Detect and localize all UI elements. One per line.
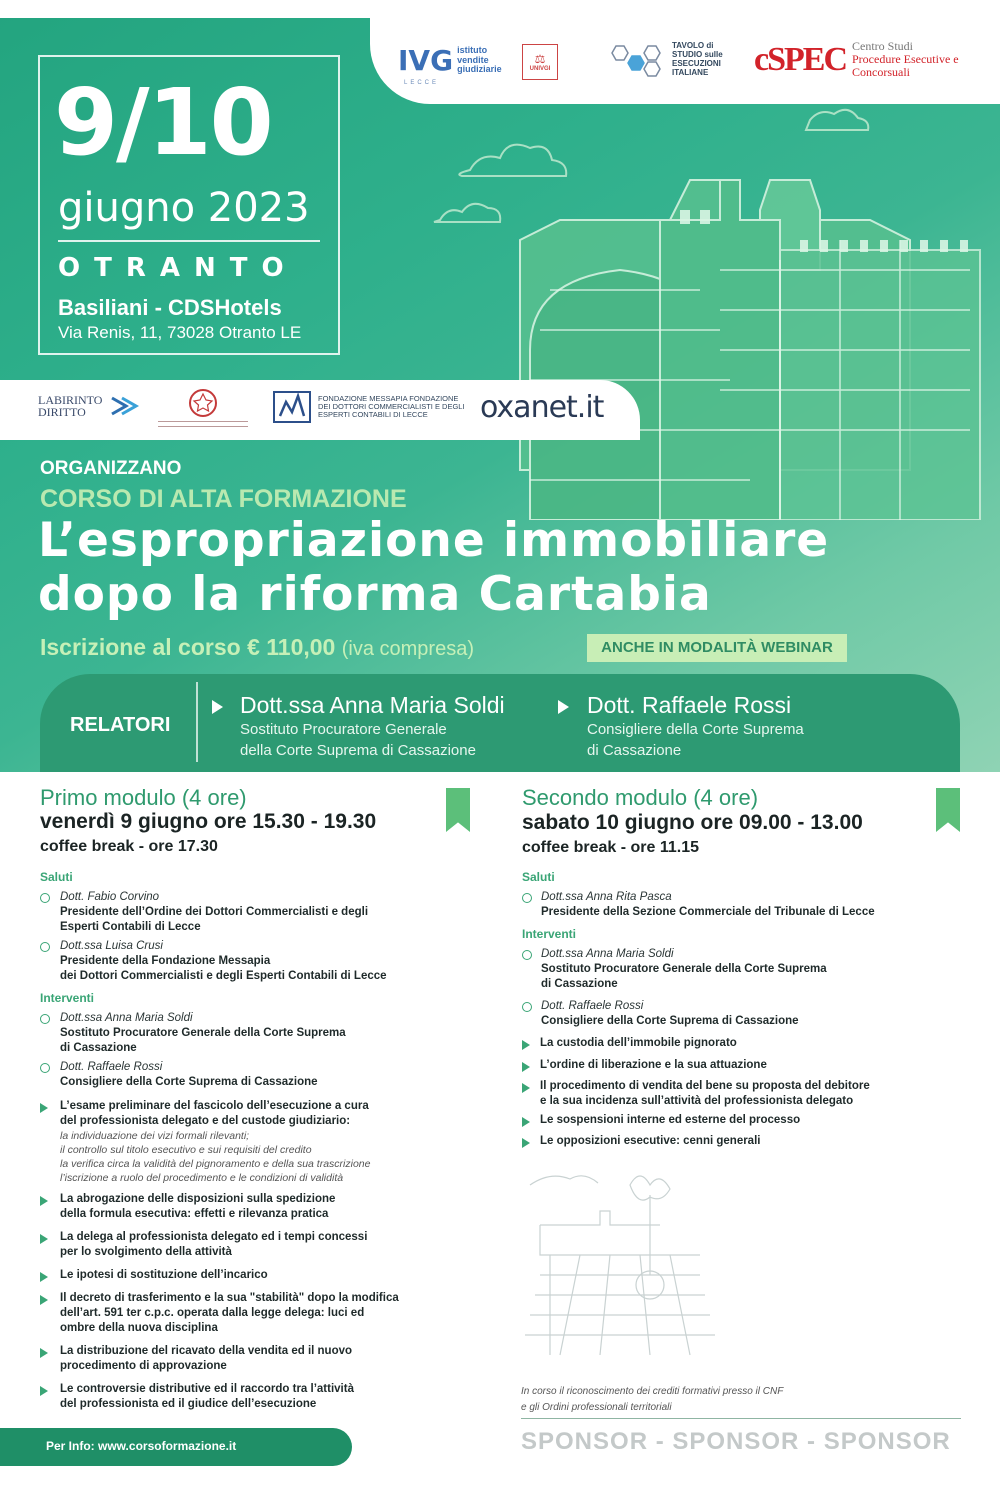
info-link[interactable]: Per Info: www.corsoformazione.it: [46, 1439, 237, 1453]
m1-topic-6-l2: procedimento di approvazione: [60, 1360, 227, 1372]
labirinto-text: LABIRINTO DIRITTO: [38, 393, 103, 419]
module2-title: Secondo modulo (4 ore): [522, 785, 759, 810]
m1-saluto-1-role: Presidente dell’Ordine dei Dottori Commercialisti e degli: [60, 906, 369, 918]
module1-when: venerdì 9 giugno ore 15.30 - 19.30: [40, 810, 377, 833]
m2-intervento-2-role: Consigliere della Corte Suprema di Cassazione: [541, 1015, 799, 1027]
relatori-divider: [196, 682, 198, 762]
m2-intervento-2-name: Dott. Raffaele Rossi: [541, 1000, 644, 1012]
m1-topic-6: [60, 1344, 352, 1374]
m1-saluto-1: [60, 890, 368, 935]
m1-sub-3: la verifica circa la validità del pignoramento e della sua trascrizione: [60, 1158, 371, 1170]
m1-intervento-1-name: Dott.ssa Anna Maria Soldi: [60, 1012, 193, 1024]
speaker-1: [240, 692, 505, 761]
m2-saluto-1: [541, 890, 875, 920]
m1-intervento-1-role2: di Cassazione: [60, 1042, 137, 1054]
sponsor-text: SPONSOR - SPONSOR - SPONSOR: [521, 1428, 951, 1455]
tavolo-logo: [606, 42, 724, 78]
m1-saluto-1-name: Dott. Fabio Corvino: [60, 891, 160, 903]
univgi-text: UNIVGI: [529, 66, 551, 72]
m1-topic-3-l2: per lo svolgimento della attività: [60, 1246, 232, 1258]
credits-line1: In corso il riconoscimento dei crediti formativi presso il CNF: [521, 1386, 784, 1397]
oxanet-logo: [480, 390, 603, 425]
speaker-1-role2: della Corte Suprema di Cassazione: [240, 742, 476, 759]
m1-topic-6-l1: La distribuzione del ricavato della vendita ed il nuovo: [60, 1345, 353, 1357]
event-venue: Basiliani - CDSHotels: [58, 295, 282, 320]
m1-topic-2-l1: La abrogazione delle disposizioni sulla spedizione: [60, 1193, 336, 1205]
circle-bullet-icon: [40, 942, 50, 952]
circle-bullet-icon: [522, 950, 532, 960]
m1-saluto-1-role2: Esperti Contabili di Lecce: [60, 921, 201, 933]
m1-topic-4-l1: Le ipotesi di sostituzione dell’incarico: [60, 1269, 268, 1281]
m2-saluto-1-role: Presidente della Sezione Commerciale del Tribunale di Lecce: [541, 906, 875, 918]
triangle-bullet-icon: [522, 1083, 530, 1093]
m1-saluto-2-role2: dei Dottori Commercialisti e degli Esperti Contabili di Lecce: [60, 970, 387, 982]
m2-topic-3-l1: Il procedimento di vendita del bene su proposta del debitore: [540, 1080, 870, 1092]
date-location-box: [38, 55, 340, 355]
m1-topic-7-l1: Le controversie distributive ed il raccordo tra l’attività: [60, 1383, 354, 1395]
event-address: Via Renis, 11, 73028 Otranto LE: [58, 323, 302, 342]
triangle-bullet-icon: [522, 1040, 530, 1050]
cespec-text1: Centro Studi: [852, 39, 914, 53]
module1-ribbon: [446, 788, 470, 832]
m1-intervento-2: [60, 1060, 318, 1090]
m1-sub-2: il controllo sul titolo esecutivo e sui requisiti del credito: [60, 1144, 312, 1156]
m2-intervento-1-role2: di Cassazione: [541, 978, 618, 990]
module2-ribbon: [936, 788, 960, 832]
univgi-logo: [522, 44, 558, 80]
castle-illustration: [380, 90, 1000, 520]
tavolo-text: TAVOLO di STUDIO sulle ESECUZIONI ITALIANE: [672, 41, 723, 77]
cespec-logo: [754, 40, 959, 79]
m2-topic-2: L’ordine di liberazione e la sua attuazione: [540, 1059, 767, 1071]
m2-topic-3-l2: e la sua incidenza sull’attività del professionista delegato: [540, 1095, 854, 1107]
m1-topic-5-l1: Il decreto di trasferimento e la sua "stabilità" dopo la modifica: [60, 1292, 399, 1304]
top-white-strip: [0, 0, 1000, 18]
footer-divider: [521, 1418, 961, 1419]
speaker-2-name: Dott. Raffaele Rossi: [587, 692, 792, 718]
oxanet-text: oxanet.it: [480, 390, 604, 425]
fondazione-text: FONDAZIONE MESSAPIA FONDAZIONE DEI DOTTORI COMMERCIALISTI E DEGLI ESPERTI CONTABILI DI LECCE: [318, 393, 465, 420]
triangle-bullet-icon: [40, 1295, 48, 1305]
m1-topic-1-l2: del professionista delegato e del custode giudiziario:: [60, 1115, 351, 1127]
info-band: [0, 1428, 352, 1466]
m1-topic-5-l2: dell’art. 591 ter c.p.c. operata dalla legge delega: luci ed: [60, 1307, 365, 1319]
m2-topic-5: Le opposizioni esecutive: cenni generali: [540, 1135, 761, 1147]
m1-topic-4: [60, 1268, 268, 1283]
triangle-bullet-icon: [40, 1272, 48, 1282]
m1-saluto-2-role: Presidente della Fondazione Messapia: [60, 955, 271, 967]
triangle-bullet-icon: [40, 1103, 48, 1113]
m2-intervento-1-name: Dott.ssa Anna Maria Soldi: [541, 948, 674, 960]
circle-bullet-icon: [522, 1002, 532, 1012]
module2-interventi-label: Interventi: [522, 927, 577, 941]
cespec-text3: Concorsuali: [852, 65, 910, 79]
speaker-1-role1: Sostituto Procuratore Generale: [240, 721, 447, 738]
speaker-2: [587, 692, 804, 761]
m1-intervento-2-role: Consigliere della Corte Suprema di Cassazione: [60, 1076, 318, 1088]
organizzano-label: ORGANIZZANO: [40, 458, 182, 479]
triangle-bullet-icon: [522, 1062, 530, 1072]
cespec-text2: Procedure Esecutive e: [852, 52, 959, 66]
module1-coffee: coffee break - ore 17.30: [40, 838, 218, 855]
ivg-logo: [398, 44, 509, 77]
speaker-arrow-icon: [558, 700, 569, 714]
m1-topic-2: [60, 1192, 335, 1222]
credits-line2: e gli Ordini professionali territoriali: [521, 1402, 672, 1413]
ordine-seal-icon: [188, 388, 218, 418]
course-title-line2: dopo la riforma Cartabia: [38, 567, 712, 622]
labirinto-logo: [38, 394, 140, 418]
event-date: 9/10: [54, 69, 272, 176]
relatori-band: [40, 674, 960, 772]
module2-saluti-label: Saluti: [522, 870, 555, 884]
fee-note: (iva compresa): [341, 638, 474, 660]
otranto-sketch-illustration: [520, 1165, 720, 1365]
m1-sub-4: l’iscrizione a ruolo del procedimento e le condizioni di validità: [60, 1172, 344, 1184]
m1-sub-1: la individuazione dei vizi formali rilevanti;: [60, 1130, 250, 1142]
triangle-bullet-icon: [522, 1138, 530, 1148]
course-fee: [40, 634, 474, 661]
m2-intervento-1-role: Sostituto Procuratore Generale della Corte Suprema: [541, 963, 827, 975]
fee-amount: Iscrizione al corso € 110,00: [40, 634, 336, 660]
module1-interventi-label: Interventi: [40, 991, 95, 1005]
date-divider: [58, 240, 320, 242]
ivg-sub: LECCE: [404, 80, 440, 86]
fondazione-logo: [272, 390, 468, 424]
m1-intervento-1-role: Sostituto Procuratore Generale della Corte Suprema: [60, 1027, 346, 1039]
circle-bullet-icon: [40, 1014, 50, 1024]
scales-icon: ⚖: [534, 52, 546, 66]
hexagon-network-icon: [606, 42, 668, 78]
triangle-bullet-icon: [40, 1234, 48, 1244]
event-month-year: giugno 2023: [58, 185, 310, 231]
circle-bullet-icon: [40, 893, 50, 903]
course-title-line1: L’espropriazione immobiliare: [38, 513, 830, 568]
m1-saluto-2: [60, 939, 387, 984]
m1-topic-1-l1: L’esame preliminare del fascicolo dell’esecuzione a cura: [60, 1100, 369, 1112]
cespec-mark: cSPEC: [754, 40, 846, 78]
m1-topic-7-l2: del professionista ed il giudice dell’esecuzione: [60, 1398, 317, 1410]
ivg-text: istituto vendite giudiziarie: [457, 44, 502, 75]
m1-topic-3-l1: La delega al professionista delegato ed i tempi concessi: [60, 1231, 368, 1243]
m2-saluto-1-name: Dott.ssa Anna Rita Pasca: [541, 891, 672, 903]
triangle-bullet-icon: [40, 1348, 48, 1358]
m2-intervento-1: [541, 947, 827, 992]
labirinto-arrow-icon: [110, 394, 140, 418]
m1-topic-7: [60, 1382, 354, 1412]
fondazione-icon: [272, 390, 312, 424]
module2-when: sabato 10 giugno ore 09.00 - 13.00: [522, 811, 863, 834]
m2-intervento-2: [541, 999, 799, 1029]
module1-title: Primo modulo (4 ore): [40, 785, 247, 810]
module1-saluti-label: Saluti: [40, 870, 73, 884]
triangle-bullet-icon: [40, 1386, 48, 1396]
speaker-2-role2: di Cassazione: [587, 742, 682, 759]
triangle-bullet-icon: [522, 1117, 530, 1127]
relatori-label: RELATORI: [70, 714, 171, 736]
circle-bullet-icon: [40, 1063, 50, 1073]
ivg-mark: IVG: [398, 44, 454, 77]
webinar-badge: ANCHE IN MODALITÀ WEBINAR: [587, 634, 847, 662]
m1-intervento-2-name: Dott. Raffaele Rossi: [60, 1061, 163, 1073]
m2-topic-4: Le sospensioni interne ed esterne del processo: [540, 1114, 801, 1126]
m1-topic-2-l2: della formula esecutiva: effetti e rilevanza pratica: [60, 1208, 329, 1220]
triangle-bullet-icon: [40, 1196, 48, 1206]
m2-topic-1: La custodia dell’immobile pignorato: [540, 1037, 737, 1049]
speaker-2-role1: Consigliere della Corte Suprema: [587, 721, 804, 738]
course-type: CORSO DI ALTA FORMAZIONE: [40, 485, 407, 513]
m1-intervento-1: [60, 1011, 346, 1056]
event-city: OTRANTO: [58, 253, 298, 283]
m1-saluto-2-name: Dott.ssa Luisa Crusi: [60, 940, 163, 952]
ordine-logo: [158, 388, 248, 427]
circle-bullet-icon: [522, 893, 532, 903]
m1-topic-1: [60, 1099, 371, 1185]
speaker-arrow-icon: [212, 700, 223, 714]
speaker-1-name: Dott.ssa Anna Maria Soldi: [240, 692, 505, 718]
m1-topic-5: [60, 1291, 399, 1336]
middle-logo-band: [0, 380, 640, 440]
module2-coffee: coffee break - ore 11.15: [522, 839, 699, 856]
ordine-text-lines: [158, 421, 248, 427]
m1-topic-3: [60, 1230, 367, 1260]
m1-topic-5-l3: ombre della nuova disciplina: [60, 1322, 218, 1334]
credits-note: [521, 1384, 783, 1416]
m2-topic-3: [540, 1079, 870, 1109]
